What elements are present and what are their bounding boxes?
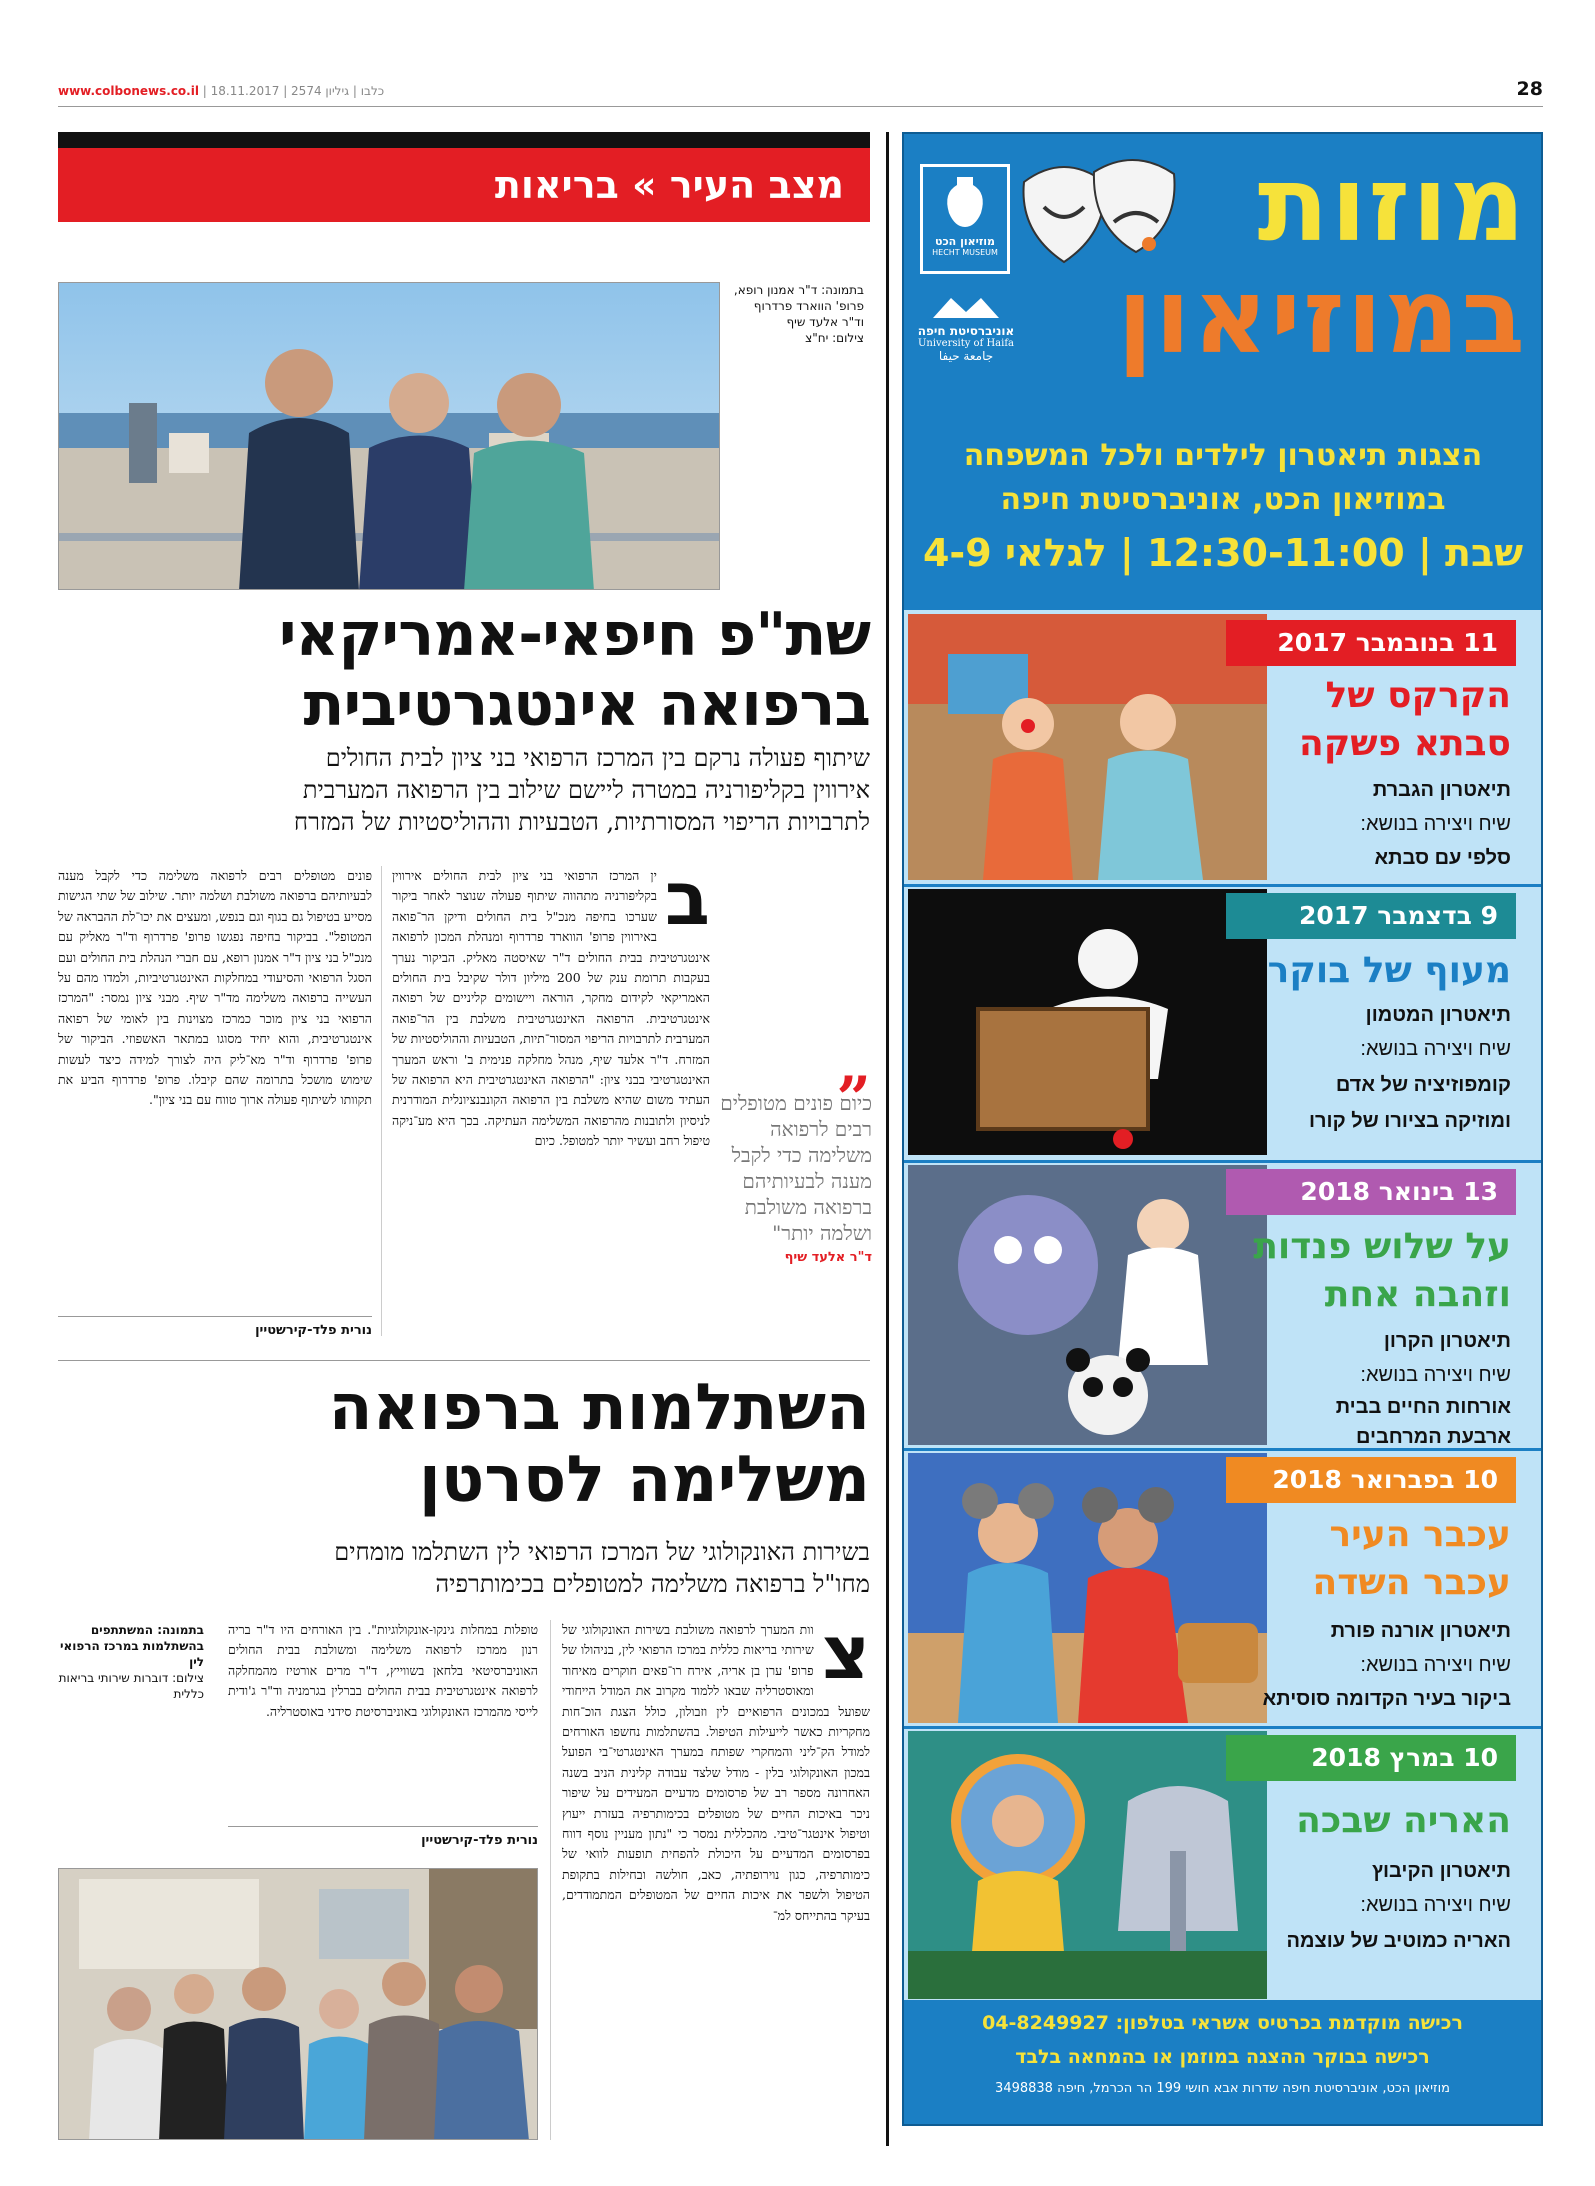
event-topic-line1: אורחות החיים בבית [1335, 1396, 1511, 1418]
event-date: 11 בנובמבר 2017 [1226, 620, 1516, 666]
article2-headline-line1: השתלמות ברפואה [328, 1371, 870, 1445]
article1-text-a: ין המרכז הרפואי בני ציון לבית החולים אירווין בקליפורניה מתהווה שיתוף פעולה שנוצר לאחר ביקור שערכו בחיפה מנכ"ל בית החולים ודיקן הר־פואה באירווין פרופ' הווארד פרדרוף ומנהלת המכון לרפואה אינטגרטיבית בבית החולים ד"ר שאיסטה מאליק. הביקור נערך בעקבות תרומת ענק של 200 מיליון דולר שקיבל בית החולים האמריקאי לקידום מחקר, הוראה ויישומים קליניים של רפואה אינטגרטיבית. הרפואה האינטגרטיבית משלבת בין הר־פואה המערבית לתרבויות הריפוי המסור־תיות, הטבעיות וההוליסטיות של המזרח. ד"ר אלעד שיף, מנהל מחלקה פנימית ב' וראש המערך האינטגרטיבי בבני ציון: "הרפואה האינטגרטיבית היא הרפואה של העתיד משום שהיא משלבת בין הרפואה הקונבנציונלית המודרנית לניסיון ולתובנות מהרפואה המשלימה העתיקה. בכך היא מע־ניקה טיפול רחב ועשיר יותר למטופל. כיום [392, 868, 710, 1149]
event-title-line2: סבתא פשקה [1299, 723, 1511, 764]
hecht-museum-logo[interactable] [920, 164, 1010, 274]
article1-photo [58, 282, 720, 590]
events-list [904, 610, 1541, 2000]
event-item [904, 1448, 1541, 1726]
article2-headline-line2: משלימה לסרטן [418, 1443, 870, 1517]
event-talk-label: שיח ויצירה בנושא: [1360, 1038, 1511, 1060]
article1-headline [58, 600, 870, 740]
haifa-university-name-en: University of Haifa [917, 338, 1015, 349]
hecht-museum-name: מוזיאון הכט [934, 235, 996, 248]
event-talk-label: שיח ויצירה בנושא: [1360, 1654, 1511, 1676]
article2-photo-image [59, 1869, 538, 2140]
event-title-line2: עכבר השדה [1312, 1562, 1511, 1603]
event-theater: תיאטרון הקיבוץ [1371, 1860, 1511, 1882]
article-separator [58, 1360, 870, 1361]
article1-drop-cap: ב [664, 866, 710, 942]
event-item [904, 884, 1541, 1160]
article2-byline: נורית פלד-קירשטיין [228, 1826, 538, 1848]
ad-footer-purchase: רכישה בבוקר ההצגה במוזמן או בהמחאה בלבד [1015, 2046, 1430, 2068]
event-topic-line2: ומוזיקה בציורו של קורו [1308, 1110, 1511, 1132]
event-theater: תיאטרון המטמון [1365, 1004, 1511, 1026]
haifa-university-logo[interactable] [916, 294, 1016, 363]
event-title-line1: עכבר העיר [1329, 1514, 1511, 1555]
event-date: 10 בפברואר 2018 [1226, 1457, 1516, 1503]
banner-red-bar [58, 148, 870, 222]
article1-caption [732, 282, 864, 346]
article1-column-a [392, 866, 710, 1342]
event-topic-line1: האריה כמוטיב של עוצמה [1286, 1930, 1511, 1952]
ad-schedule: שבת | 12:30-11:00 | לגלאי 4-9 [922, 531, 1524, 575]
article2-photo [58, 1868, 538, 2140]
ad-title-line2: במוזיאון [1117, 255, 1527, 377]
event-title-line1: מעוף של בוקר [1267, 950, 1511, 991]
event-date: 10 במרץ 2018 [1226, 1735, 1516, 1781]
article1-sub-line3: לתרבויות הריפוי המסורתיות, הטבעיות וההוליסטיות של המזרח [293, 808, 870, 836]
article1-text-b: פונים מטופלים רבים לרפואה משלימה כדי לקבל מענה לבעיותיהם ברפואה משולבת ושלמה יותר. שילוב של שתי הגישות מסייע בטיפול גם בגוף וגם בנפש, ומעצים את יכו־לת ההבראה של המטופל". בביקור בחיפה נפגשו פרופ' פרדרוף וד"ר מאליק עם מנכ"ל בני ציון ד"ר אמנון רופא, עם חברי הנהלת בית החולים ועם הסגל הרפואי והסיעודי במחלקות האינטגרטיביות, ולמדו מהם על העשייה ברפואה משלימה מד"ר שיף. מבני ציון נמסר: "המרכז הרפואי בני ציון מוכר כמרכז מצוינות בין לאומי של רפואה אינטגרטיבית, והוא יחיד מסוגו במתאר האשפוזי. הביקור של פרופ' פרדרוף וד"ר מא־ליק היה לצורך למידה כיצד לעשות שימוש מושכל בתרומה שהם קיבלו. פרופ' פרדרוף הביע את תקוותו לשיתוף פעולה ארוך טווח עם בני ציון". [58, 868, 372, 1108]
event-topic-line1: סלפי עם סבתא [1374, 847, 1511, 869]
publication-info: | כלבו | גיליון 2574 | 18.11.2017 [202, 84, 385, 98]
ad-footer-phone: רכישה מוקדמת בכרטיס אשראי בטלפון: 04-8249927 [982, 2012, 1463, 2034]
amphora-icon [935, 171, 995, 231]
haifa-university-name: אוניברסיטת חיפה [917, 324, 1015, 338]
event-date: 13 בינואר 2018 [1226, 1169, 1516, 1215]
event-talk-label: שיח ויצירה בנושא: [1360, 813, 1511, 835]
event-topic-line1: קומפוזיציה של אדם [1335, 1074, 1511, 1096]
pullquote-author: ד"ר אלעד שיף [784, 1250, 872, 1265]
ad-footer-address: מוזיאון הכט, אוניברסיטת חיפה שדרות אבא חושי 199 הר הכרמל, חיפה 3498838 [995, 2081, 1450, 2096]
pullquote-text: כיום פונים מטופלים רבים לרפואה משלימה כדי לקבל מענה לבעיותיהם ברפואה משולבת ושלמה יותר" [720, 1091, 872, 1245]
article1-sub-line2: אירווין בקליפורניה במטרה ליישם שילוב בין הרפואה המערבית [302, 776, 870, 804]
event-topic-line1: ביקור בעיר הקדומה סוסיתא [1262, 1688, 1511, 1710]
article1-photo-image [59, 283, 720, 590]
article1-photo-credit: צילום: יח"צ [805, 331, 864, 345]
site-url[interactable]: www.colbonews.co.il [58, 84, 199, 98]
article1-subheadline [58, 742, 870, 838]
article2-photo-credit: צילום: דוברות שירותי בריאות כללית [58, 1671, 204, 1701]
article1-headline-line1: שת"פ חיפאי-אמריקאי [278, 600, 870, 670]
event-item [904, 610, 1541, 884]
event-title-line2: וזהבה אחת [1324, 1274, 1511, 1315]
article2-subheadline [58, 1536, 870, 1600]
event-item [904, 1726, 1541, 2000]
university-emblem-icon [931, 294, 1001, 320]
article1-sub-line1: שיתוף פעולה נרקם בין המרכז הרפואי בני ציון לבית החולים [325, 744, 870, 772]
theater-masks-icon [1014, 152, 1184, 272]
article2-drop-cap: צ [821, 1620, 870, 1696]
event-item [904, 1160, 1541, 1448]
ad-tagline2: במוזיאון הכט, אוניברסיטת חיפה [1000, 482, 1446, 517]
article1-column-b [58, 866, 372, 1306]
event-theater: תיאטרון הגברת [1372, 779, 1511, 801]
banner-black-bar [58, 132, 870, 148]
museum-ad [902, 132, 1543, 2126]
event-theater: תיאטרון אורנה פורת [1330, 1620, 1511, 1642]
ad-tagline1: הצגות תיאטרון לילדים ולכל המשפחה [963, 438, 1483, 473]
article2-sub-line2: מחו"ל ברפואה משלימה למטופלים בכימותרפיה [435, 1570, 870, 1598]
haifa-university-name-ar: جامعة حيفا [938, 349, 994, 363]
article2-photo-caption: בתמונה: המשתתפים בהשתלמות במרכז הרפואי לין [59, 1623, 204, 1669]
section-banner [58, 132, 870, 222]
ad-footer [904, 2000, 1541, 2124]
section-title: מצב העיר » בריאות [494, 163, 844, 207]
event-title-line1: הקרקס של [1325, 675, 1511, 716]
article1-pullquote [720, 1030, 872, 1265]
article2-column-b [228, 1620, 538, 1816]
article1-photo-caption: בתמונה: ד"ר אמנון רופא, פרופ' הווארד פרדרוף וד"ר אלעד שיף [733, 283, 864, 329]
article2-headline [58, 1372, 870, 1516]
article1-byline: נורית פלד-קירשטיין [58, 1316, 372, 1338]
event-title-line1: על שלוש פנדות [1253, 1226, 1511, 1267]
hecht-museum-name-en: HECHT MUSEUM [932, 248, 998, 257]
article2-caption [58, 1622, 204, 1702]
ad-taglines [914, 434, 1532, 584]
column-divider [886, 132, 889, 2146]
article2-text-a: וות המערך לרפואה משולבת בשירות האונקולוגי של שירותי בריאות כללית במרכז הרפואי לין, בניהולו של פרופ' ערן בן אריה, אירח רו־פאים חוקרים מאיחוד ומאוסטרליה שבאו ללמוד מקרוב את המודל הייחודי שפועל במכונים הרפואיים לין וזבולון, כולל הצגת הוכ־חות מחקריות כאשר לייעילות הטיפול. בהשתלמות נחשפו האורחים למודל הק־ליני והמחקרי שפותח במערך האינטגרטי־בי הפועל במכון האונקולוגי בלין - מודל שלצד עבודה קלינית הניב בשנה האחרונה מספר רב של פרסומים מדעיים המעידים על שיפור ניכר באיכות החיים של מטופלים בכימותרפיה בעזרת ייעוץ וטיפול אינטגר־טיבי. מהכללית נמסר כי "נתון מעניין נוסף דווח בפרסומים המדעיים על היכולת להפחית תופעות לוואי של כימותרפיה, כגון נוירופתיה, כאב, חולשה ובחילות בתקופת הטיפול ולשפר את איכות החיים של המטופלים המתמודדים, בעיקר בהתייחס למ־ [562, 1622, 870, 1923]
event-theater: תיאטרון הקרון [1383, 1330, 1511, 1352]
event-talk-label: שיח ויצירה בנושא: [1360, 1364, 1511, 1386]
article2-sub-line1: בשירות האונקולוגי של המרכז הרפואי לין השתלמו מומחים [334, 1538, 870, 1566]
event-topic-line2: ארבעת המרחבים [1355, 1426, 1511, 1448]
article2-column-rule [550, 1620, 551, 2140]
article2-text-b: טופלות במחלות גינקו-אונקולוגיות". בין האורחים היו ד"ר בריה רנון ממרכז לרפואה משלימה ומשולבת בבית החולים האוניברסיטאי בלחאן בשווייץ, ד"ר מרים אורטיז מהמחלקה לרפואה אינטגרטיבית בבית החולים בברלין בגרמניה וד"ר ג'ודית לייסי מהמרכז האונקולוגי באוניברסיטת סידני באוסטרליה. [228, 1622, 538, 1719]
event-title-line1: האריה שבכה [1296, 1800, 1511, 1841]
article1-headline-line2: ברפואה אינטגרטיבית [303, 670, 870, 740]
event-date: 9 בדצמבר 2017 [1226, 893, 1516, 939]
page-number: 28 [1516, 78, 1543, 100]
article2-column-a [562, 1620, 870, 2146]
ad-title-line1: מוזות [1257, 143, 1527, 265]
header-rule [58, 106, 1543, 107]
article1-column-rule [381, 866, 382, 1336]
quote-mark-icon: „ [837, 1030, 872, 1100]
event-talk-label: שיח ויצירה בנושא: [1360, 1894, 1511, 1916]
